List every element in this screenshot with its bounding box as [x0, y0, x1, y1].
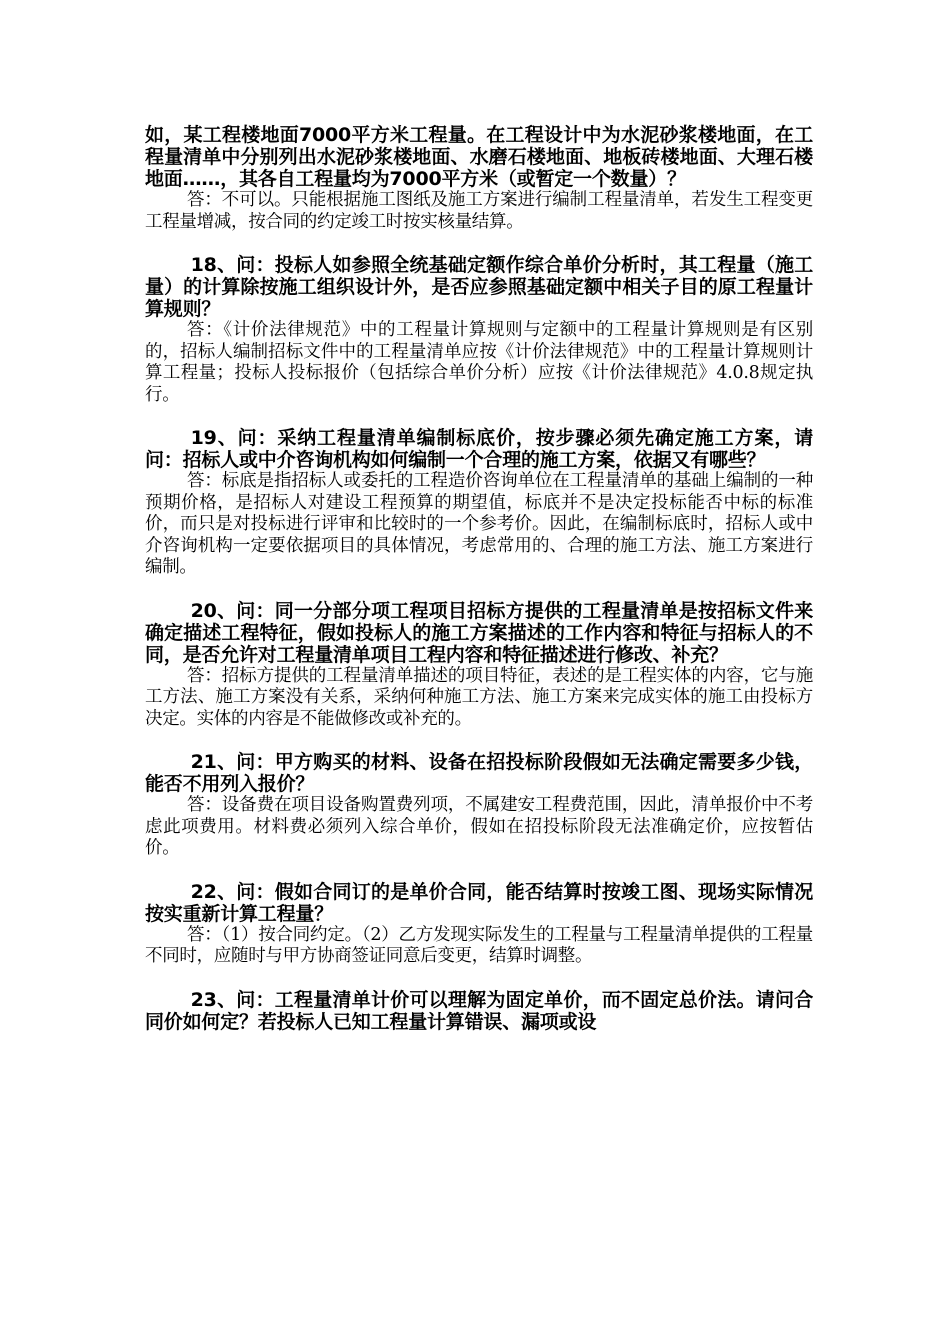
- qa-block: [145, 600, 813, 731]
- answer-text: 答：《计价法律规范》中的工程量计算规则与定额中的工程量计算规则是有区别的，招标人编制招标文件中的工程量清单应按《计价法律规范》中的工程量计算规则计算工程量；投标人投标报价（包括综合单价分析）应按《计价法律规范》4.0.8规定执行。: [145, 320, 813, 405]
- document-body: [145, 124, 813, 1033]
- question-text: 21、问：甲方购买的材料、设备在招投标阶段假如无法确定需要多少钱，能否不用列入报价？: [145, 751, 813, 795]
- answer-text: 答：不可以。只能根据施工图纸及施工方案进行编制工程量清单，若发生工程变更工程量增减，按合同的约定竣工时按实核量结算。: [145, 190, 813, 232]
- qa-block: [145, 124, 813, 233]
- answer-text: 答：招标方提供的工程量清单描述的项目特征，表述的是工程实体的内容，它与施工方法、施工方案没有关系，采纳何种施工方法、施工方案来完成实体的施工由投标方决定。实体的内容是不能做修改或补充的。: [145, 665, 813, 729]
- qa-block: [145, 881, 813, 968]
- question-text: 如，某工程楼地面7000平方米工程量。在工程设计中为水泥砂浆楼地面，在工程量清单中分别列出水泥砂浆楼地面、水磨石楼地面、地板砖楼地面、大理石楼地面……，其各自工程量均为7000平方米（或暂定一个数量）？: [145, 124, 813, 190]
- answer-text: 答：（1）按合同约定。（2）乙方发现实际发生的工程量与工程量清单提供的工程量不同时，应随时与甲方协商签证同意后变更，结算时调整。: [145, 924, 813, 966]
- qa-block: [145, 751, 813, 860]
- question-text: 22、问：假如合同订的是单价合同，能否结算时按竣工图、现场实际情况按实重新计算工程量？: [145, 880, 813, 925]
- answer-text: 答：设备费在项目设备购置费列项，不属建安工程费范围，因此，清单报价中不考虑此项费用。材料费必须列入综合单价，假如在招投标阶段无法准确定价，应按暂估价。: [145, 795, 813, 858]
- question-text: 18、问：投标人如参照全统基础定额作综合单价分析时，其工程量（施工量）的计算除按施工组织设计外，是否应参照基础定额中相关子目的原工程量计算规则？: [145, 254, 813, 320]
- qa-block: [145, 427, 813, 579]
- answer-text: 答：标底是指招标人或委托的工程造价咨询单位在工程量清单的基础上编制的一种预期价格，是招标人对建设工程预算的期望值，标底并不是决定投标能否中标的标准价，而只是对投标进行评审和比较时的一个参考价。因此，在编制标底时，招标人或中介咨询机构一定要依据项目的具体情况，考虑常用的、合理的施工方法、施工方案进行编制。: [145, 471, 813, 577]
- qa-block: [145, 254, 813, 406]
- qa-block: [145, 989, 813, 1033]
- question-text: 23、问：工程量清单计价可以理解为固定单价，而不固定总价法。请问合同价如何定？若投标人已知工程量计算错误、漏项或设: [145, 988, 813, 1033]
- question-text: 20、问：同一分部分项工程项目招标方提供的工程量清单是按招标文件来确定描述工程特征，假如投标人的施工方案描述的工作内容和特征与招标人的不同，是否允许对工程量清单项目工程内容和特征描述进行修改、补充？: [145, 599, 813, 666]
- question-text: 19、问：采纳工程量清单编制标底价，按步骤必须先确定施工方案，请问：招标人或中介咨询机构如何编制一个合理的施工方案，依据又有哪些？: [145, 427, 813, 471]
